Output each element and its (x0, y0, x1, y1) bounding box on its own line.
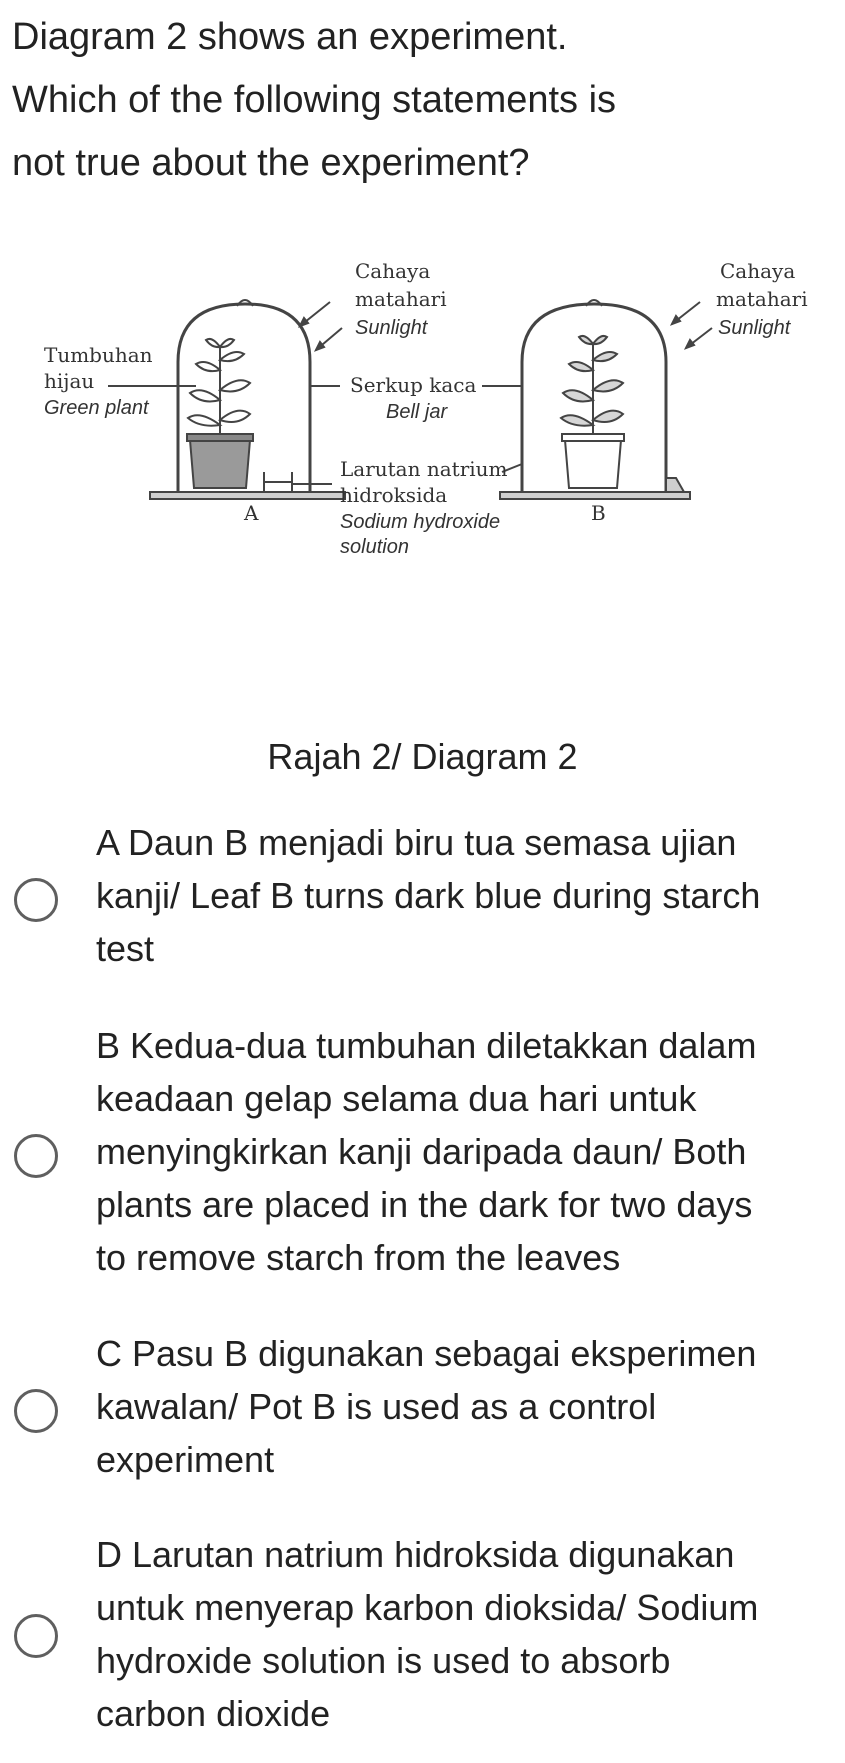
setup-b (482, 300, 712, 499)
pot-b (565, 440, 621, 488)
leaf-a1 (188, 415, 220, 425)
option-line: A Daun B menjadi biru tua semasa ujian (96, 822, 737, 863)
solution-label-en: Sodium hydroxide (340, 511, 501, 533)
question-line: Which of the following statements is (12, 79, 617, 121)
option-line: hydroxide solution is used to absorb (96, 1640, 671, 1681)
diagram-figure (0, 250, 845, 590)
option-line: experiment (96, 1439, 275, 1480)
jar-label-ms: Serkup kaca (350, 373, 477, 397)
option-line: untuk menyerap karbon dioksida/ Sodium (96, 1587, 759, 1628)
sunlight-label-en: Sunlight (355, 317, 428, 339)
label-a: A (244, 501, 259, 525)
option-line: menyingkirkan kanji daripada daun/ Both (96, 1131, 747, 1172)
bench-a (150, 492, 345, 499)
option-line: D Larutan natrium hidroksida digunakan (96, 1534, 735, 1575)
sunlight-label-b-en: Sunlight (718, 317, 791, 339)
option-line: to remove starch from the leaves (96, 1237, 621, 1278)
sunlight-label-b-ms-2: matahari (716, 287, 808, 311)
option-b-radio[interactable] (14, 1134, 58, 1178)
option-d-text (96, 1528, 836, 1740)
option-line: plants are placed in the dark for two days (96, 1184, 753, 1225)
pot-rim-b (562, 434, 624, 441)
sunlight-label-ms-2: matahari (355, 287, 447, 311)
option-c-text (96, 1327, 836, 1486)
label-b: B (591, 501, 606, 525)
option-a-text (96, 816, 836, 975)
bench-b (500, 492, 690, 499)
solution-label-en-2: solution (340, 536, 409, 558)
plant-label-ms: Tumbuhan (44, 343, 153, 367)
option-line: carbon dioxide (96, 1693, 331, 1734)
option-c-radio[interactable] (14, 1389, 58, 1433)
option-d-radio[interactable] (14, 1614, 58, 1658)
option-line: test (96, 928, 155, 969)
question-line: Diagram 2 shows an experiment. (12, 16, 568, 58)
pot-rim-a (187, 434, 253, 441)
option-line: kanji/ Leaf B turns dark blue during starch (96, 875, 761, 916)
sunlight-label-ms: Cahaya (355, 259, 431, 283)
question-line: not true about the experiment? (12, 142, 530, 184)
question-text (12, 6, 832, 195)
plant-label-en: Green plant (44, 397, 149, 419)
experiment-diagram (0, 250, 845, 590)
diagram-caption: Rajah 2/ Diagram 2 (267, 736, 578, 777)
option-line: keadaan gelap selama dua hari untuk (96, 1078, 697, 1119)
option-line: kawalan/ Pot B is used as a control (96, 1386, 657, 1427)
sunlight-label-b-ms: Cahaya (720, 259, 796, 283)
option-line: B Kedua-dua tumbuhan diletakkan dalam (96, 1025, 757, 1066)
option-a-radio[interactable] (14, 878, 58, 922)
option-b-text (96, 1019, 836, 1284)
pot-a (190, 440, 250, 488)
jar-label-en: Bell jar (386, 401, 448, 423)
solution-label-ms: Larutan natrium (340, 457, 508, 481)
option-line: C Pasu B digunakan sebagai eksperimen (96, 1333, 757, 1374)
solution-label-ms-2: hidroksida (340, 483, 448, 507)
plant-label-ms-2: hijau (44, 369, 95, 393)
